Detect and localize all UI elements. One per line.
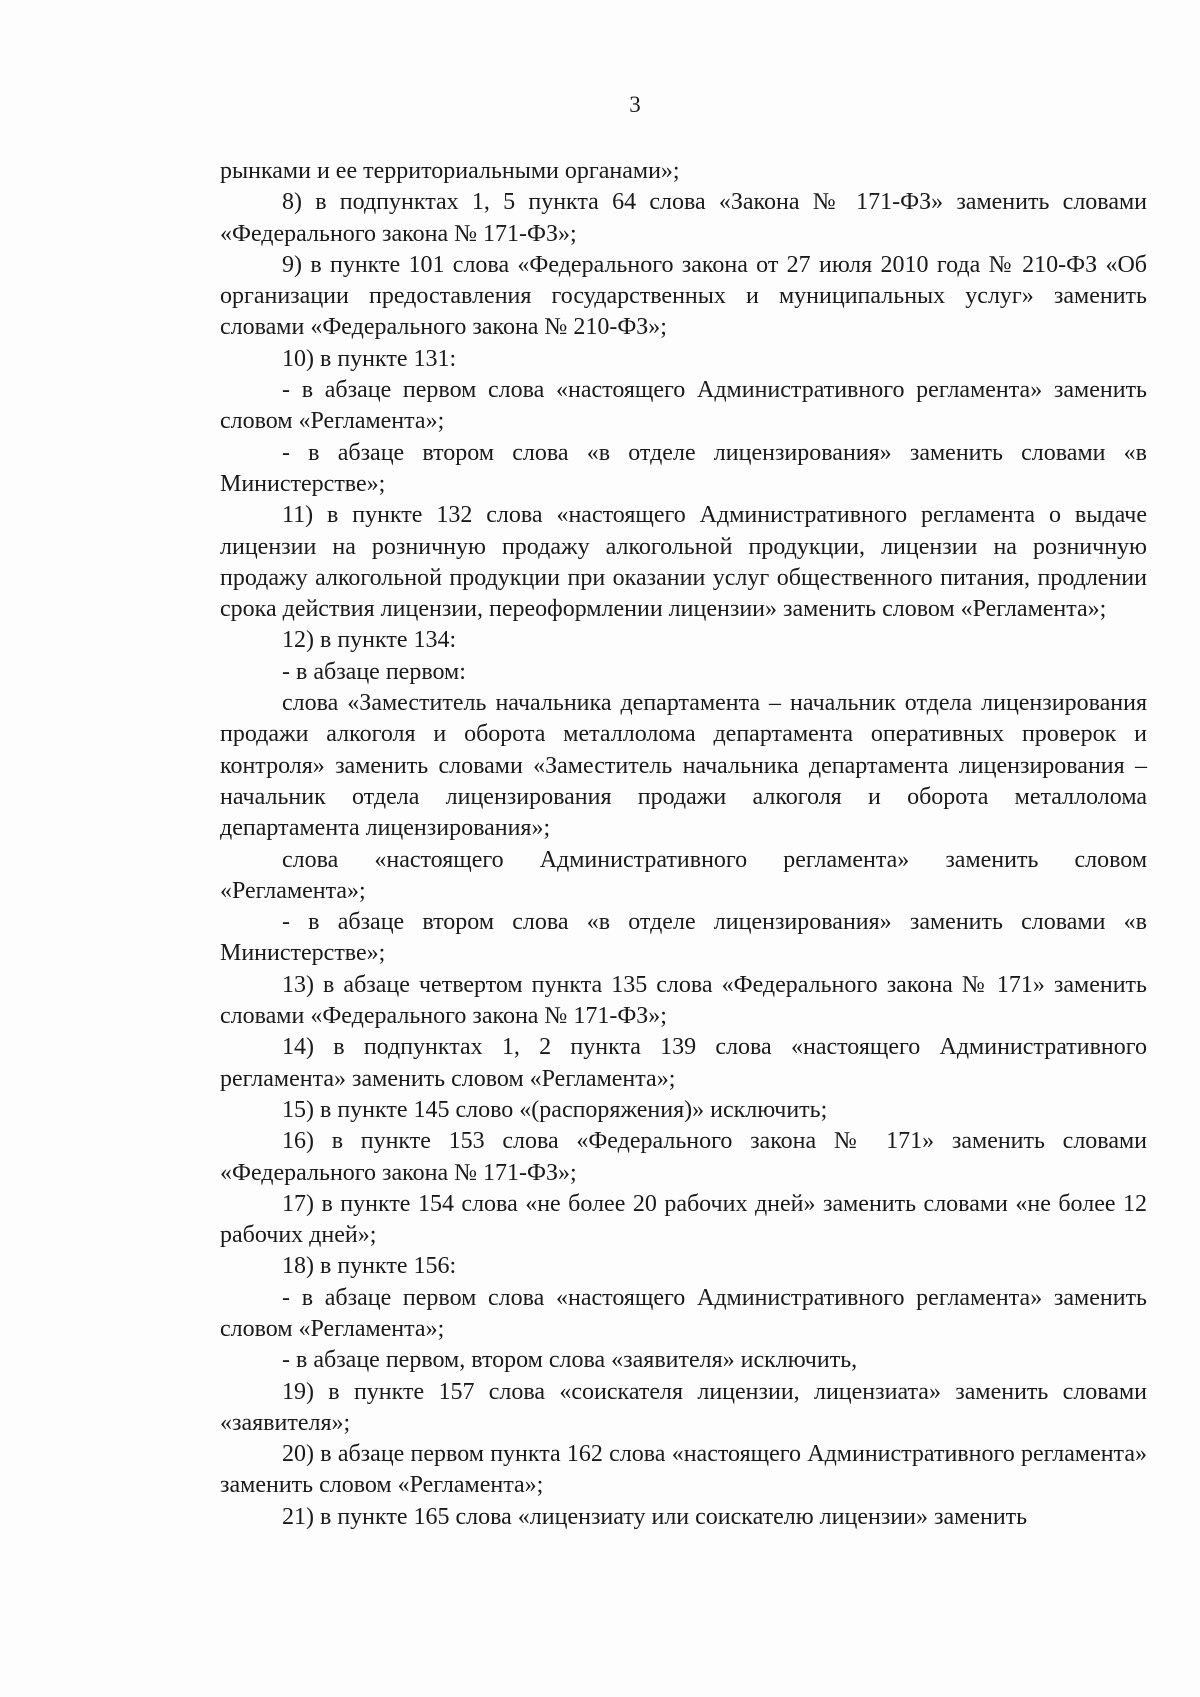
paragraph: - в абзаце втором слова «в отделе лицензирования» заменить словами «в Министерстве»;	[220, 439, 1147, 497]
paragraph: рынками и ее территориальными органами»;	[220, 158, 680, 184]
paragraph: 14) в подпунктах 1, 2 пункта 139 слова «настоящего Административного регламента» заменить словом «Регламента»;	[220, 1034, 1147, 1092]
paragraph: 15) в пункте 145 слово «(распоряжения)» исключить;	[282, 1096, 828, 1123]
paragraph: 19) в пункте 157 слова «соискателя лицензии, лицензиата» заменить словами «заявителя»;	[220, 1378, 1147, 1436]
document-body	[220, 156, 1147, 1533]
paragraph: - в абзаце первом слова «настоящего Административного регламента» заменить словом «Регламента»;	[220, 1284, 1147, 1342]
page-number: 3	[629, 92, 641, 117]
paragraph: 9) в пункте 101 слова «Федерального закона от 27 июля 2010 года № 210-ФЗ «Об организации предоставления государственных и муниципальных услуг» заменить словами «Федерального закона № 210-ФЗ»;	[220, 251, 1147, 341]
paragraph: 11) в пункте 132 слова «настоящего Административного регламента о выдаче лицензии на розничную продажу алкогольной продукции, лицензии на розничную продажу алкогольной продукции при оказании услуг общественного питания, продлении срока действия лицензии, переоформлении лицензии» заменить словом «Регламента»;	[220, 502, 1147, 623]
paragraph: - в абзаце втором слова «в отделе лицензирования» заменить словами «в Министерстве»;	[220, 909, 1147, 967]
paragraph: 10) в пункте 131:	[282, 345, 457, 372]
paragraph: 12) в пункте 134:	[282, 627, 457, 654]
paragraph: 20) в абзаце первом пункта 162 слова «настоящего Административного регламента» заменить словом «Регламента»;	[220, 1441, 1147, 1499]
paragraph: 17) в пункте 154 слова «не более 20 рабочих дней» заменить словами «не более 12 рабочих дней»;	[220, 1190, 1147, 1249]
paragraph: - в абзаце первом, втором слова «заявителя» исключить,	[282, 1347, 858, 1374]
paragraph: - в абзаце первом слова «настоящего Административного регламента» заменить словом «Регламента»;	[220, 377, 1147, 435]
paragraph: 18) в пункте 156:	[282, 1253, 457, 1280]
paragraph: - в абзаце первом:	[282, 658, 466, 685]
paragraph: 21) в пункте 165 слова «лицензиату или соискателю лицензии» заменить	[282, 1503, 1028, 1530]
paragraph: 13) в абзаце четвертом пункта 135 слова «Федерального закона № 171» заменить словами «Федерального закона № 171-ФЗ»;	[220, 971, 1147, 1030]
paragraph: 16) в пункте 153 слова «Федерального закона № 171» заменить словами «Федерального закона № 171-ФЗ»;	[220, 1128, 1147, 1186]
paragraph: слова «Заместитель начальника департамента – начальник отдела лицензирования продажи алкоголя и оборота металлолома департамента оперативных проверок и контроля» заменить словами «Заместитель начальника департамента лицензирования – начальник отдела лицензирования продажи алкоголя и оборота металлолома департамента лицензирования»;	[220, 690, 1147, 842]
paragraph: 8) в подпунктах 1, 5 пункта 64 слова «Закона № 171-ФЗ» заменить словами «Федерального закона № 171-ФЗ»;	[220, 189, 1147, 247]
paragraph: слова «настоящего Административного регламента» заменить словом «Регламента»;	[220, 846, 1147, 904]
